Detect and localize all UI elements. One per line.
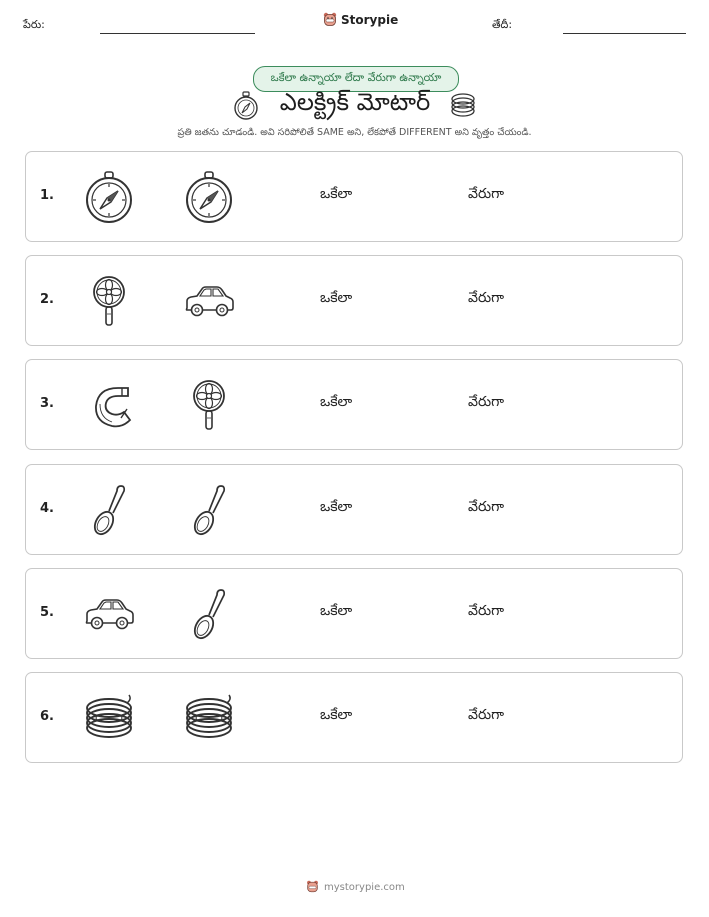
date-label: తేదీ: bbox=[492, 18, 513, 31]
pill-label: ఒకేలా ఉన్నాయా లేదా వేరుగా ఉన్నాయా bbox=[270, 71, 442, 84]
footer bbox=[306, 880, 405, 894]
same-option[interactable]: ఒకేలా bbox=[320, 290, 353, 306]
question-number: 1. bbox=[40, 188, 54, 203]
same-option[interactable]: ఒకేలా bbox=[320, 186, 353, 202]
question-card bbox=[25, 464, 683, 555]
question-number: 6. bbox=[40, 709, 54, 724]
different-option[interactable]: వేరుగా bbox=[468, 290, 504, 306]
coil-icon bbox=[182, 691, 236, 745]
name-label: పేరు: bbox=[23, 18, 45, 31]
different-option[interactable]: వేరుగా bbox=[468, 707, 504, 723]
spoon-icon bbox=[182, 483, 236, 537]
spoon-icon bbox=[182, 587, 236, 641]
magnet-icon bbox=[82, 378, 136, 432]
different-option[interactable]: వేరుగా bbox=[468, 603, 504, 619]
question-card bbox=[25, 359, 683, 450]
brand-name: Storypie bbox=[341, 13, 399, 27]
question-card bbox=[25, 672, 683, 763]
question-card bbox=[25, 255, 683, 346]
name-field[interactable] bbox=[100, 33, 255, 34]
page-title: ఎలక్ట్రిక్ మోటార్ bbox=[279, 88, 431, 116]
same-option[interactable]: ఒకేలా bbox=[320, 394, 353, 410]
question-number: 2. bbox=[40, 292, 54, 307]
question-number: 3. bbox=[40, 396, 54, 411]
fan-icon bbox=[82, 274, 136, 328]
bear-logo-icon bbox=[306, 880, 319, 894]
question-card bbox=[25, 568, 683, 659]
car-icon bbox=[82, 587, 136, 641]
coil-icon bbox=[82, 691, 136, 745]
spoon-icon bbox=[82, 483, 136, 537]
coil-icon bbox=[450, 91, 476, 119]
question-number: 4. bbox=[40, 501, 54, 516]
same-option[interactable]: ఒకేలా bbox=[320, 603, 353, 619]
question-card bbox=[25, 151, 683, 242]
same-option[interactable]: ఒకేలా bbox=[320, 499, 353, 515]
same-option[interactable]: ఒకేలా bbox=[320, 707, 353, 723]
compass-icon bbox=[182, 170, 236, 224]
footer-site[interactable]: mystorypie.com bbox=[324, 881, 405, 893]
date-field[interactable] bbox=[563, 33, 686, 34]
different-option[interactable]: వేరుగా bbox=[468, 499, 504, 515]
fan-icon bbox=[182, 378, 236, 432]
compass-icon bbox=[82, 170, 136, 224]
question-number: 5. bbox=[40, 605, 54, 620]
different-option[interactable]: వేరుగా bbox=[468, 186, 504, 202]
different-option[interactable]: వేరుగా bbox=[468, 394, 504, 410]
compass-icon bbox=[233, 91, 259, 121]
bear-logo-icon bbox=[323, 12, 337, 28]
instructions: ప్రతి జతను చూడండి. అవి సరిపోలితే SAME అని, లేకపోతే DIFFERENT అని వృత్తం చేయండి. bbox=[177, 127, 532, 138]
car-icon bbox=[182, 274, 236, 328]
storypie-logo bbox=[323, 12, 398, 28]
